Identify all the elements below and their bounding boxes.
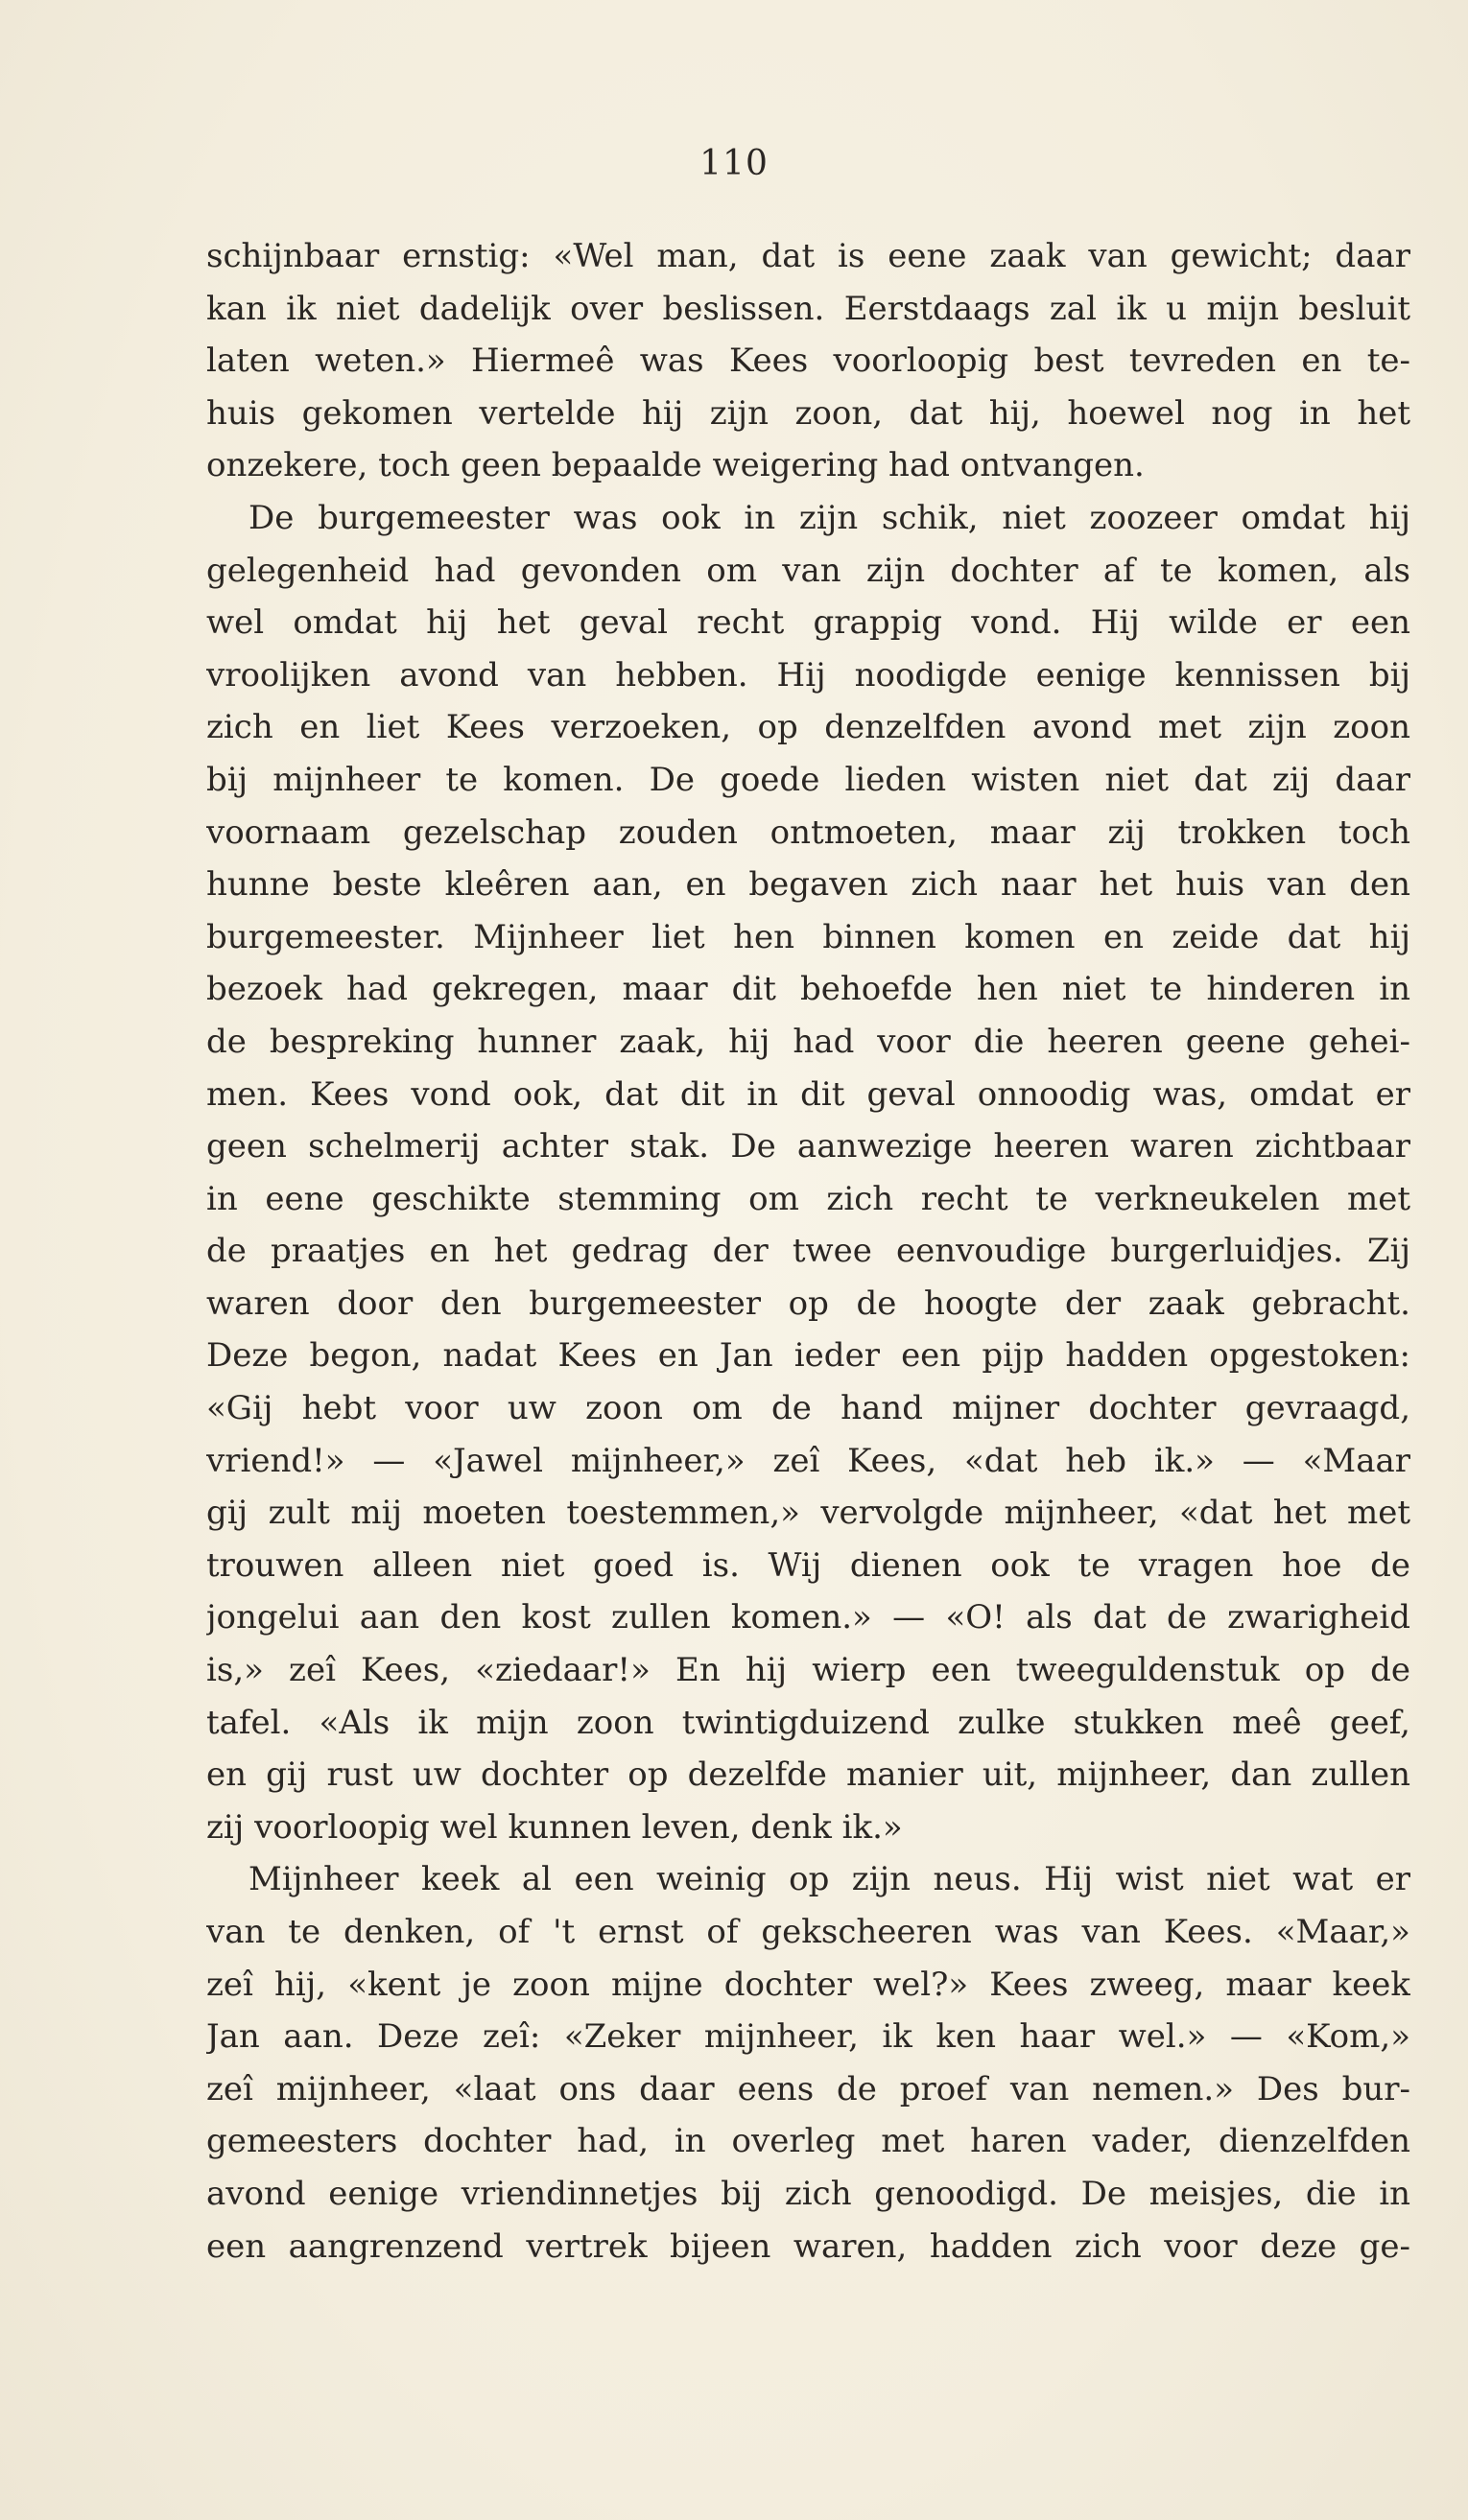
text-line: gemeesters dochter had, in overleg met haren vader, dienzelfden <box>206 2122 1410 2161</box>
text-line: waren door den burgemeester op de hoogte der zaak gebracht. <box>206 1284 1410 1323</box>
text-line: «Gij hebt voor uw zoon om de hand mijner dochter gevraagd, <box>206 1389 1410 1428</box>
text-line: bezoek had gekregen, maar dit behoefde hen niet te hinderen in <box>206 970 1410 1009</box>
text-line: zeî hij, «kent je zoon mijne dochter wel?» Kees zweeg, maar keek <box>206 1965 1410 2004</box>
text-line: vriend!» — «Jawel mijnheer,» zeî Kees, «dat heb ik.» — «Maar <box>206 1441 1410 1480</box>
text-line: zij voorloopig wel kunnen leven, denk ik.» <box>206 1807 903 1847</box>
text-line: jongelui aan den kost zullen komen.» — «O! als dat de zwarigheid <box>206 1598 1410 1637</box>
text-line: huis gekomen vertelde hij zijn zoon, dat hij, hoewel nog in het <box>206 393 1410 433</box>
body-text <box>206 230 1410 2273</box>
text-line: avond eenige vriendinnetjes bij zich genoodigd. De meisjes, die in <box>206 2174 1410 2213</box>
text-line: Jan aan. Deze zeî: «Zeker mijnheer, ik ken haar wel.» — «Kom,» <box>206 2017 1410 2057</box>
text-line: trouwen alleen niet goed is. Wij dienen ook te vragen hoe de <box>206 1545 1410 1585</box>
text-line: De burgemeester was ook in zijn schik, niet zoozeer omdat hij <box>249 498 1410 537</box>
text-line: is,» zeî Kees, «ziedaar!» En hij wierp een tweeguldenstuk op de <box>206 1651 1410 1690</box>
text-line: zich en liet Kees verzoeken, op denzelfden avond met zijn zoon <box>206 708 1410 747</box>
text-line: gelegenheid had gevonden om van zijn dochter af te komen, als <box>206 551 1410 590</box>
text-line: de praatjes en het gedrag der twee eenvoudige burgerluidjes. Zij <box>206 1232 1410 1271</box>
text-line: zeî mijnheer, «laat ons daar eens de proef van nemen.» Des bur- <box>206 2069 1410 2108</box>
text-line: men. Kees vond ook, dat dit in dit geval onnoodig was, omdat er <box>206 1074 1410 1114</box>
text-line: in eene geschikte stemming om zich recht te verkneukelen met <box>206 1179 1410 1218</box>
text-line: geen schelmerij achter stak. De aanwezige heeren waren zichtbaar <box>206 1127 1410 1166</box>
text-line: hunne beste kleêren aan, en begaven zich naar het huis van den <box>206 865 1410 905</box>
text-line: gij zult mij moeten toestemmen,» vervolgde mijnheer, «dat het met <box>206 1494 1410 1533</box>
text-line: de bespreking hunner zaak, hij had voor die heeren geene gehei- <box>206 1022 1410 1061</box>
text-line: voornaam gezelschap zouden ontmoeten, maar zij trokken toch <box>206 813 1410 852</box>
text-line: kan ik niet dadelijk over beslissen. Eerstdaags zal ik u mijn besluit <box>206 289 1410 328</box>
text-line: wel omdat hij het geval recht grappig vond. Hij wilde er een <box>206 603 1410 643</box>
page-number: 110 <box>699 144 769 183</box>
text-line: schijnbaar ernstig: «Wel man, dat is eene zaak van gewicht; daar <box>206 237 1410 275</box>
text-line: tafel. «Als ik mijn zoon twintigduizend zulke stukken meê geef, <box>206 1703 1410 1742</box>
text-line: vroolijken avond van hebben. Hij noodigde eenige kennissen bij <box>206 655 1410 695</box>
text-line: een aangrenzend vertrek bijeen waren, hadden zich voor deze ge- <box>206 2226 1410 2266</box>
text-line: onzekere, toch geen bepaalde weigering had ontvangen. <box>206 446 1145 485</box>
text-line: van te denken, of 't ernst of gekscheeren was van Kees. «Maar,» <box>206 1913 1410 1951</box>
text-line: bij mijnheer te komen. De goede lieden wisten niet dat zij daar <box>206 760 1410 799</box>
text-line: Mijnheer keek al een weinig op zijn neus. Hij wist niet wat er <box>249 1860 1410 1899</box>
text-line: Deze begon, nadat Kees en Jan ieder een pijp hadden opgestoken: <box>206 1336 1410 1376</box>
text-line: burgemeester. Mijnheer liet hen binnen komen en zeide dat hij <box>206 917 1410 956</box>
text-line: en gij rust uw dochter op dezelfde manier uit, mijnheer, dan zullen <box>206 1755 1410 1795</box>
text-line: laten weten.» Hiermeê was Kees voorloopig best tevreden en te- <box>206 341 1410 381</box>
